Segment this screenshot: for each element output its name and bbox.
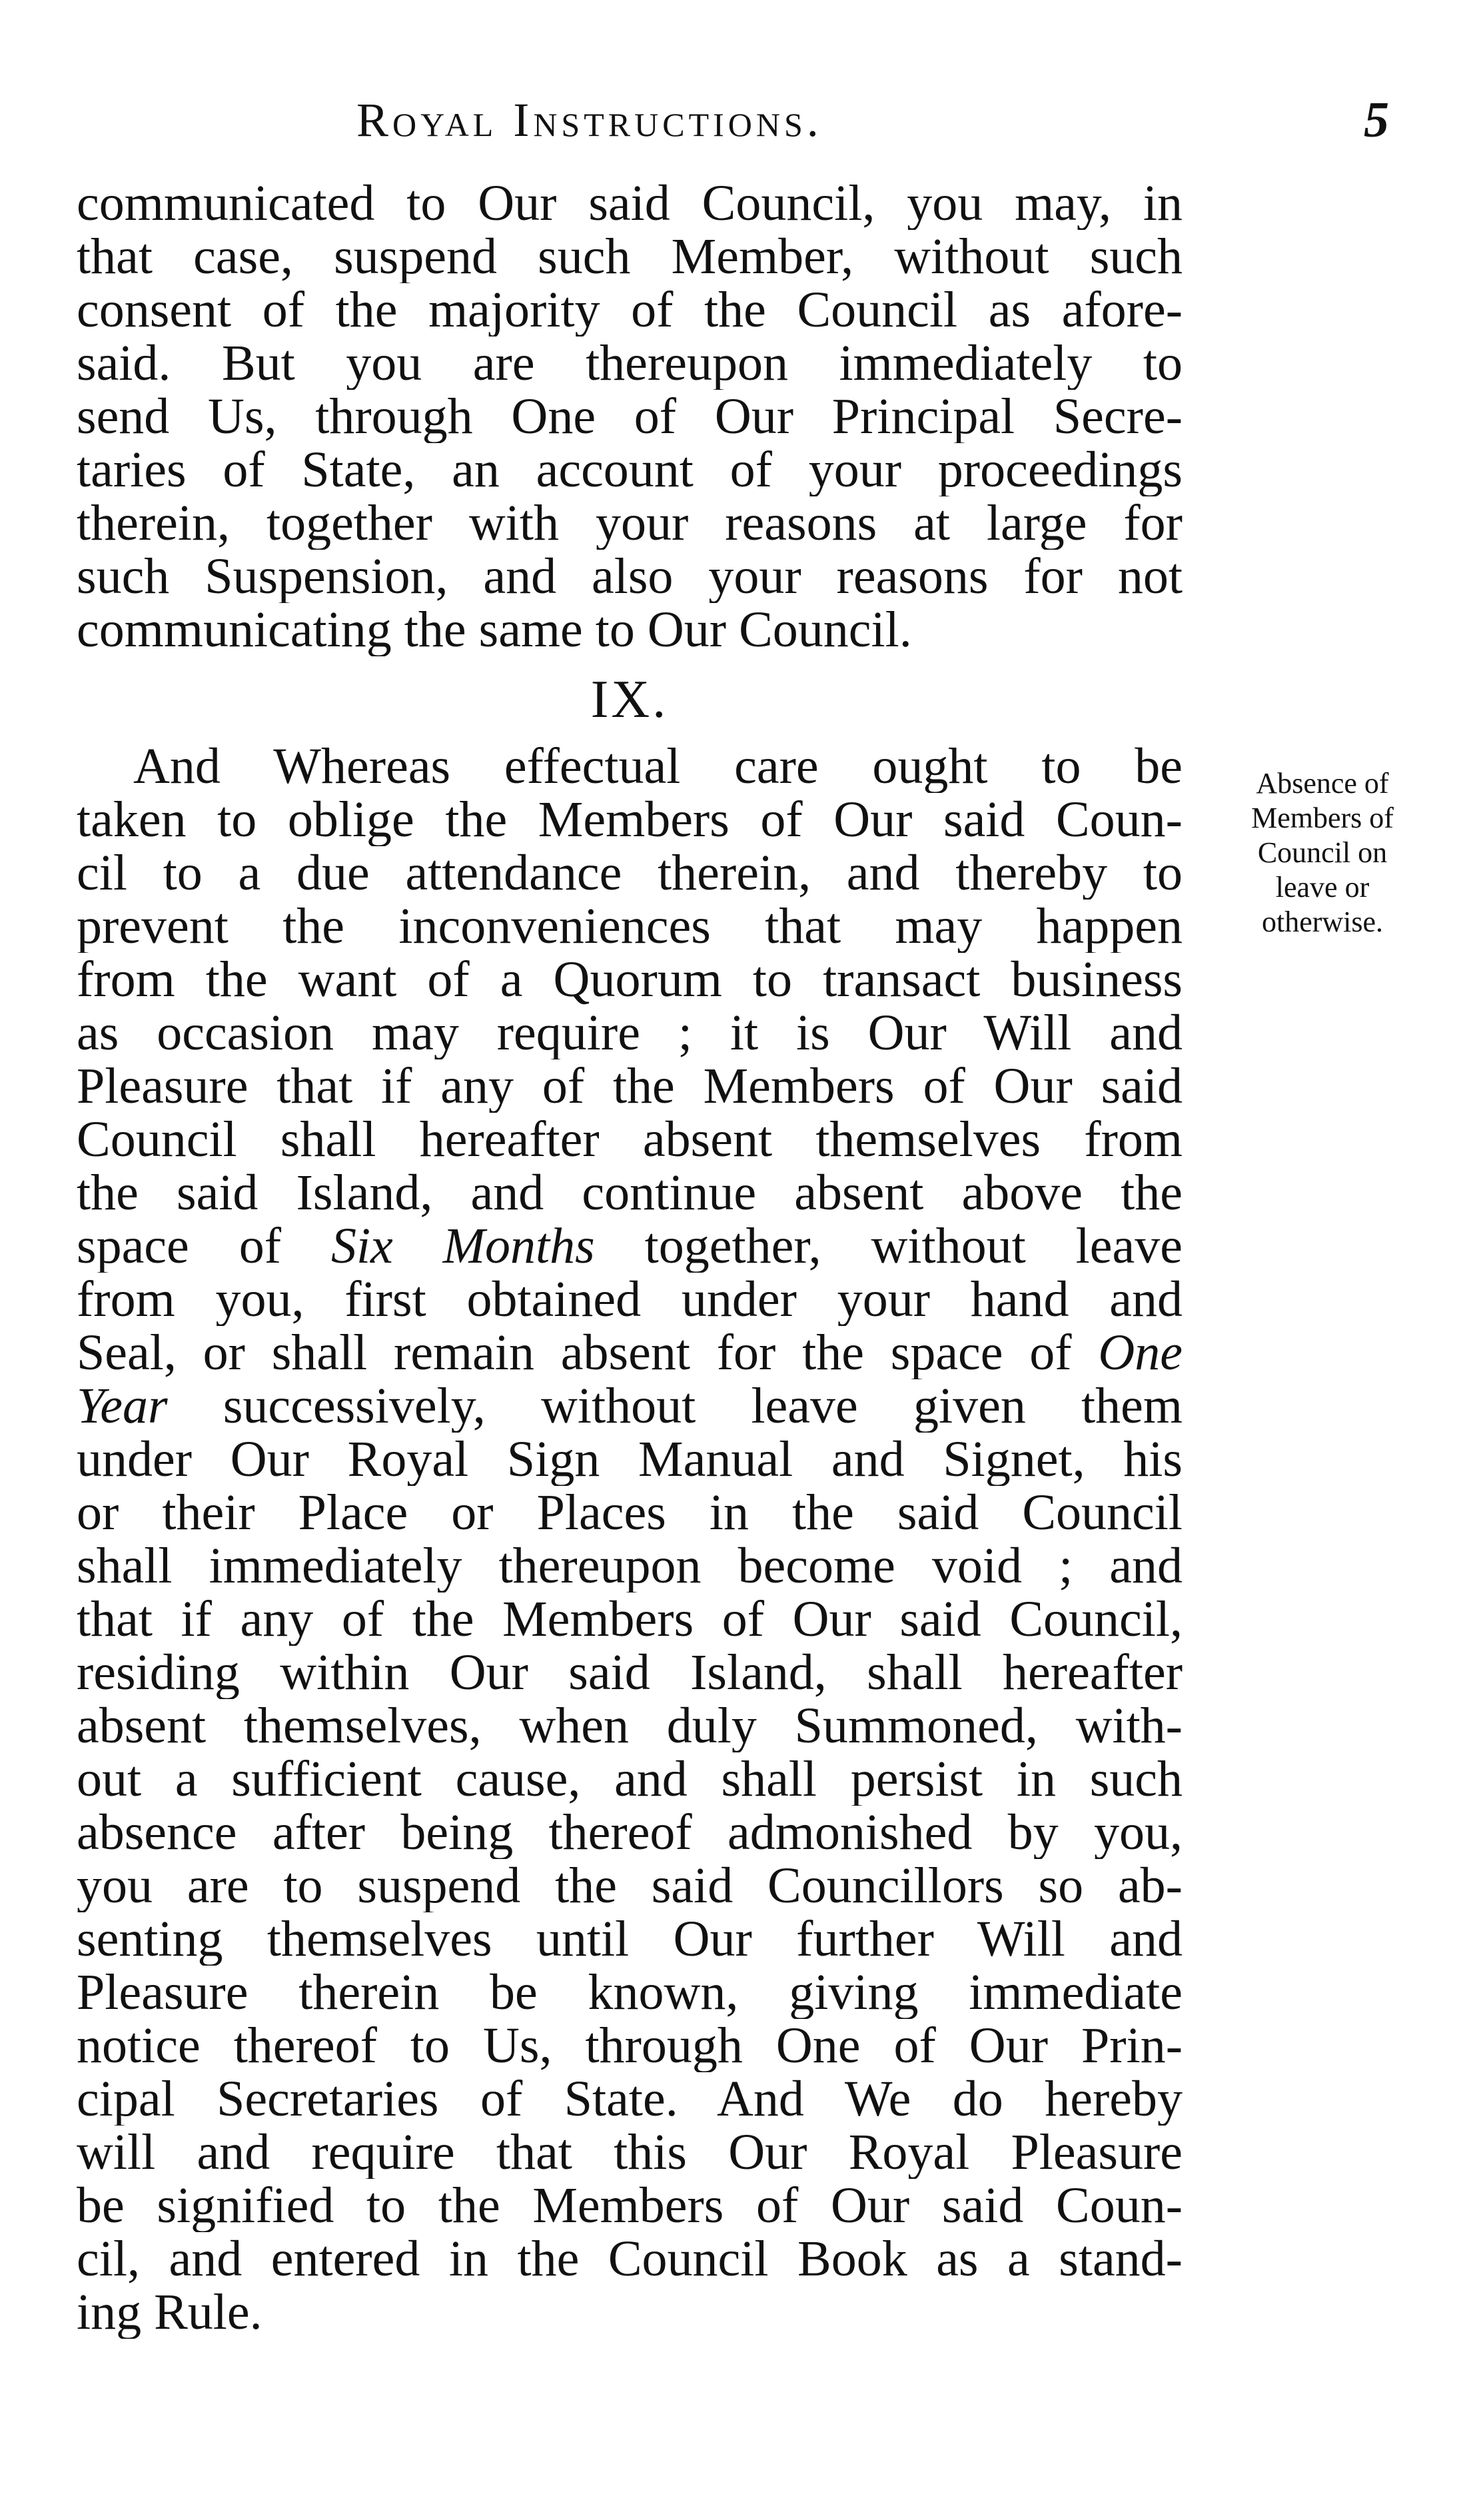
- text-line: notice thereof to Us, through One of Our Prin-: [77, 2019, 1183, 2072]
- text-line: consent of the majority of the Council as afore-: [77, 283, 1183, 336]
- section-number: IX.: [590, 670, 669, 729]
- text-line: from you, first obtained under your hand and: [77, 1273, 1183, 1326]
- italic-phrase: Six Months: [330, 1219, 595, 1273]
- page-number: 5: [1364, 92, 1389, 148]
- text-line: said. But you are thereupon immediately to: [77, 336, 1183, 390]
- text-fragment: Seal, or shall remain absent for the space of: [77, 1326, 1099, 1379]
- text-line: And Whereas effectual care ought to be: [133, 740, 1183, 793]
- text-fragment: space of: [77, 1219, 331, 1273]
- margin-note-line: Members of: [1251, 802, 1394, 834]
- text-line: communicated to Our said Council, you may, in: [77, 177, 1183, 230]
- text-line: taries of State, an account of your proceedings: [77, 443, 1183, 496]
- body-text: [77, 177, 1183, 2339]
- text-fragment: successively, without leave given them: [167, 1379, 1183, 1433]
- text-line: or their Place or Places in the said Council: [77, 1486, 1183, 1539]
- text-line: under Our Royal Sign Manual and Signet, his: [77, 1433, 1183, 1486]
- text-line: Pleasure that if any of the Members of Our said: [77, 1059, 1183, 1113]
- text-line: absence after being thereof admonished by you,: [77, 1806, 1183, 1859]
- text-line: absent themselves, when duly Summoned, with-: [77, 1699, 1183, 1752]
- text-line: ing Rule.: [77, 2285, 262, 2339]
- text-line: Council shall hereafter absent themselves from: [77, 1113, 1183, 1166]
- italic-phrase: One: [1098, 1326, 1183, 1379]
- text-line: prevent the inconveniences that may happen: [77, 900, 1183, 953]
- text-line: as occasion may require ; it is Our Will and: [77, 1006, 1183, 1059]
- text-fragment: together, without leave: [594, 1219, 1183, 1273]
- text-line: residing within Our said Island, shall hereafter: [77, 1646, 1183, 1699]
- text-line: you are to suspend the said Councillors so ab-: [77, 1859, 1183, 1912]
- text-line: cil to a due attendance therein, and thereby to: [77, 846, 1183, 900]
- running-head: [77, 90, 1409, 150]
- margin-note-line: leave or: [1275, 871, 1370, 904]
- text-line: therein, together with your reasons at large for: [77, 496, 1183, 550]
- text-line-year: [77, 1379, 1183, 1433]
- text-line: that if any of the Members of Our said Council,: [77, 1592, 1183, 1646]
- text-line: such Suspension, and also your reasons for not: [77, 550, 1183, 603]
- italic-phrase: Year: [77, 1379, 168, 1433]
- text-line: communicating the same to Our Council.: [77, 603, 912, 656]
- text-line: that case, suspend such Member, without such: [77, 230, 1183, 283]
- text-line: the said Island, and continue absent above the: [77, 1166, 1183, 1219]
- running-title: Royal Instructions.: [356, 93, 823, 147]
- text-line-six-months: [77, 1219, 1183, 1273]
- text-line: will and require that this Our Royal Pleasure: [77, 2126, 1183, 2179]
- margin-note-line: Council on: [1257, 836, 1388, 869]
- margin-note-line: Absence of: [1256, 767, 1389, 800]
- text-line: cipal Secretaries of State. And We do hereby: [77, 2072, 1183, 2126]
- text-line: taken to oblige the Members of Our said Coun-: [77, 793, 1183, 846]
- text-line: out a sufficient cause, and shall persist in such: [77, 1752, 1183, 1806]
- text-line: shall immediately thereupon become void ; and: [77, 1539, 1183, 1592]
- text-line: send Us, through One of Our Principal Secre-: [77, 390, 1183, 443]
- text-line: from the want of a Quorum to transact business: [77, 953, 1183, 1006]
- text-line-one: [77, 1326, 1183, 1379]
- text-line: be signified to the Members of Our said Coun-: [77, 2179, 1183, 2232]
- margin-note-line: otherwise.: [1261, 906, 1384, 938]
- text-line: Pleasure therein be known, giving immediate: [77, 1966, 1183, 2019]
- text-line: cil, and entered in the Council Book as a stand-: [77, 2232, 1183, 2285]
- margin-note: [1213, 766, 1432, 940]
- text-line: senting themselves until Our further Will and: [77, 1912, 1183, 1966]
